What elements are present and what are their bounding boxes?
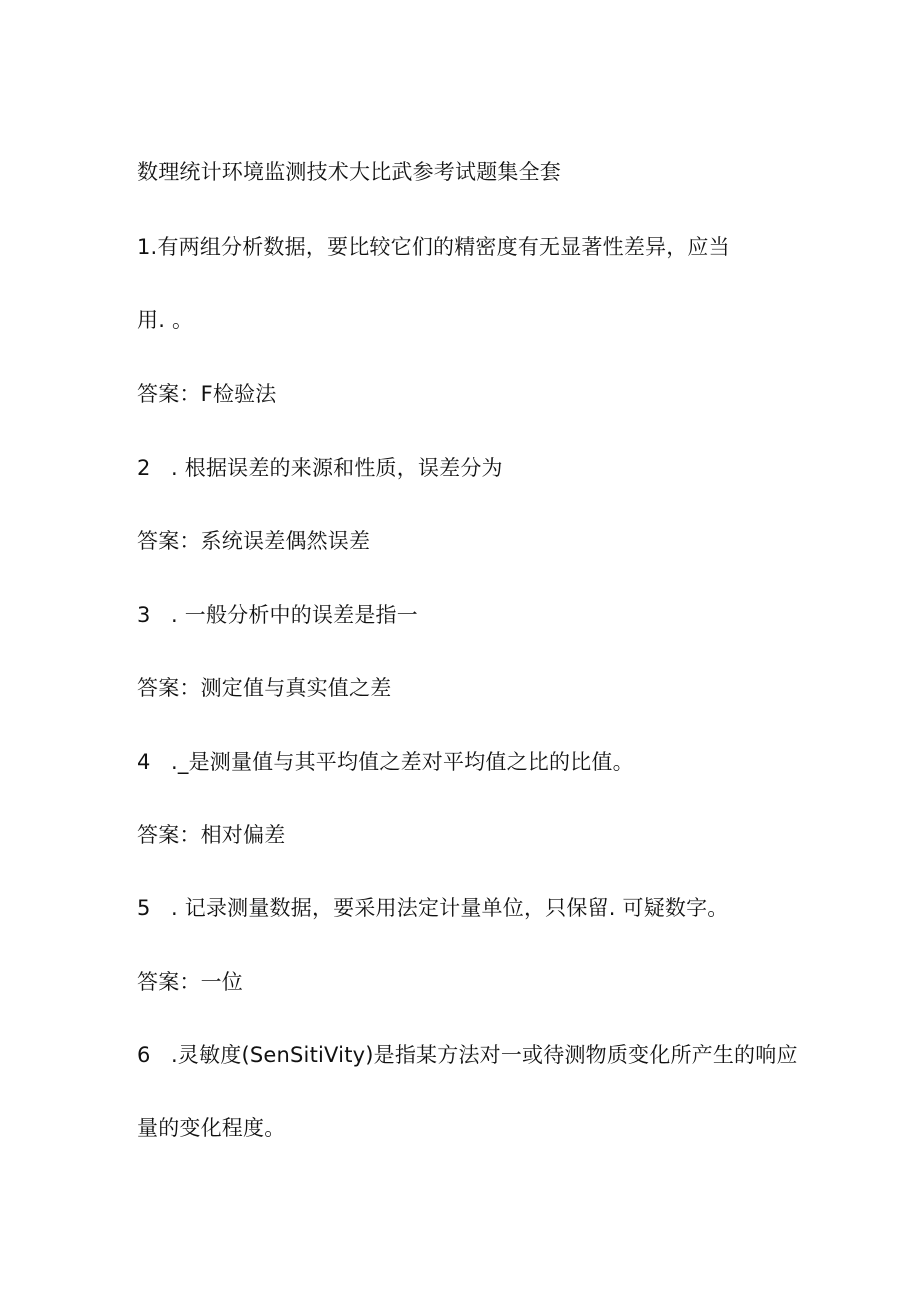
answer-text: 相对偏差 <box>200 823 286 847</box>
question-1-line-1 <box>137 232 730 262</box>
question-number: 1. <box>137 235 158 259</box>
question-text: .灵敏度(SenSitiVity)是指某方法对一或待测物质变化所产生的响应 <box>171 1043 798 1067</box>
answer-text: 测定值与真实值之差 <box>200 676 392 700</box>
question-number: 2 <box>137 456 151 480</box>
question-text: . 根据误差的来源和性质，误差分为 <box>171 456 503 480</box>
question-2 <box>137 453 503 483</box>
answer-2 <box>137 526 370 556</box>
answer-1 <box>137 379 277 409</box>
question-text: . 记录测量数据，要采用法定计量单位，只保留. 可疑数字。 <box>171 896 729 920</box>
question-4 <box>137 747 634 777</box>
answer-label: 答案： <box>137 970 201 994</box>
question-number: 3 <box>137 603 151 627</box>
answer-5 <box>137 967 243 997</box>
answer-label: 答案： <box>137 382 201 406</box>
document-title: 数理统计环境监测技术大比武参考试题集全套 <box>137 160 561 184</box>
question-6-line-1 <box>137 1040 798 1070</box>
question-number: 4 <box>137 750 151 774</box>
answer-label: 答案： <box>137 823 201 847</box>
answer-3 <box>137 673 391 703</box>
question-3 <box>137 600 418 630</box>
question-number: 6 <box>137 1043 151 1067</box>
question-number: 5 <box>137 896 151 920</box>
question-text: . 一般分析中的误差是指一 <box>171 603 418 627</box>
question-text: ._是测量值与其平均值之差对平均值之比的比值。 <box>171 750 634 774</box>
question-5 <box>137 893 729 923</box>
answer-4 <box>137 820 285 850</box>
answer-label: 答案： <box>137 676 201 700</box>
answer-text: F检验法 <box>200 382 277 406</box>
question-6-line-2: 量的变化程度。 <box>137 1116 286 1140</box>
answer-label: 答案： <box>137 529 201 553</box>
question-text: 有两组分析数据，要比较它们的精密度有无显著性差异，应当 <box>157 235 730 259</box>
question-1-line-2: 用. 。 <box>137 308 194 332</box>
answer-text: 一位 <box>200 970 244 994</box>
answer-text: 系统误差偶然误差 <box>200 529 371 553</box>
